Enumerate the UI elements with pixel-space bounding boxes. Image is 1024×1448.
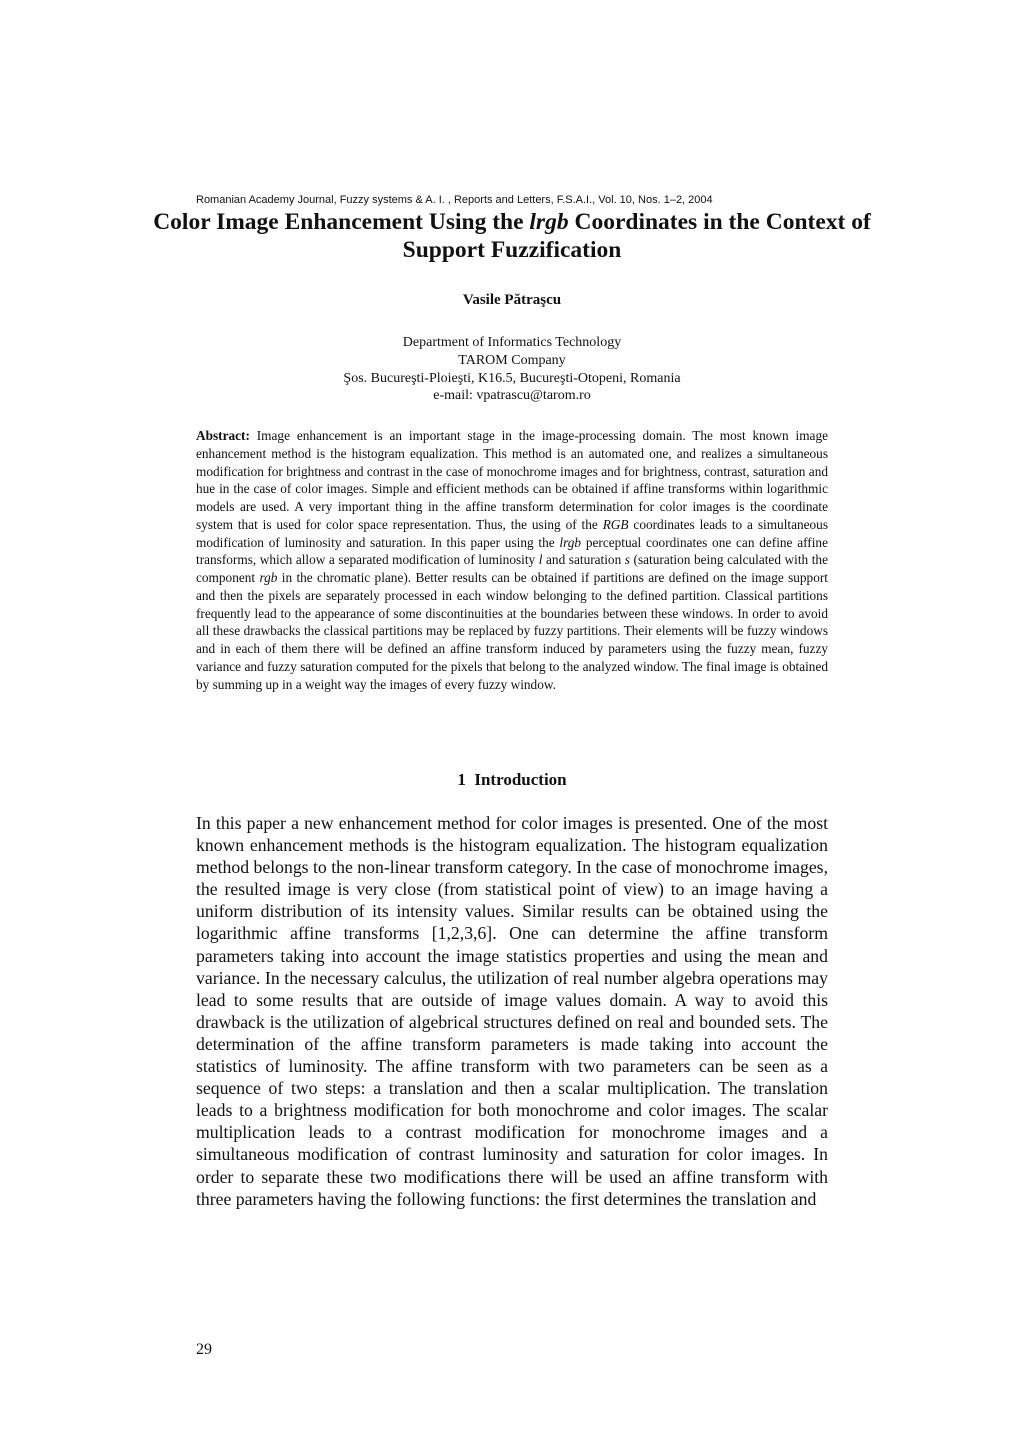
abstract xyxy=(196,427,828,693)
author-name: Vasile Pătraşcu xyxy=(462,292,562,308)
body-paragraph: In this paper a new enhancement method for color images is presented. One of the most known enhancement methods is the histogram equalization. The histogram equalization method belongs to the non-linear transform category. In the case of monochrome images, the resulted image is very close (from statistical point of view) to an image having a uniform distribution of its intensity values. Similar results can be obtained using the logarithmic affine transforms [1,2,3,6]. One can determine the affine transform parameters taking into account the image statistics properties and using the mean and variance. In the necessary calculus, the utilization of real number algebra operations may lead to some results that are outside of image values domain. A way to avoid this drawback is the utilization of algebrical structures defined on real and bounded sets. The determination of the affine transform parameters is made taking into account the statistics of luminosity. The affine transform with two parameters can be seen as a sequence of two steps: a translation and then a scalar multiplication. The translation leads to a brightness modification for both monochrome and color images. The scalar multiplication leads to a contrast modification for monochrome images and a simultaneous modification of contrast luminosity and saturation for color images. In order to separate these two modifications there will be used an affine transform with three parameters having the following functions: the first determines the translation and xyxy=(196,813,828,1209)
title-part2: Coordinates in the Context of Support Fuzzification xyxy=(402,209,871,263)
abstract-text: in the chromatic plane). Better results can be obtained if partitions are defined on the image support and then the pixels are separately processed in each window belonging to the defined partition. Classical partitions frequently lead to the appearance of some discontinuities at the boundaries between these windows. In order to avoid all these drawbacks the classical partitions may be replaced by fuzzy partitions. Their elements will be fuzzy windows and in each of them there will be defined an affine transform induced by parameters using the fuzzy mean, fuzzy variance and fuzzy saturation computed for the pixels that belong to the analyzed window. The final image is obtained by summing up in a weight way the images of every fuzzy window. xyxy=(196,570,828,692)
title-part1: Color Image Enhancement Using the xyxy=(153,209,530,235)
section-title: Introduction xyxy=(474,770,567,789)
section-number: 1 xyxy=(457,770,466,789)
affiliation-dept: Department of Informatics Technology xyxy=(402,335,622,350)
abstract-label: Abstract: xyxy=(196,428,250,443)
affiliation-address: Şos. Bucureşti-Ploieşti, K16.5, Bucureşti-Otopeni, Romania xyxy=(343,370,681,386)
page-number: 29 xyxy=(196,1341,212,1358)
affiliation-email: e-mail: vpatrascu@tarom.ro xyxy=(433,388,591,404)
abstract-text: (saturation being calculated with the component xyxy=(196,552,828,585)
abstract-italic: rgb xyxy=(259,570,278,585)
abstract-italic: lrgb xyxy=(559,534,582,550)
paper-title xyxy=(150,208,874,264)
section-heading xyxy=(150,770,874,790)
abstract-text: Image enhancement is an important stage in the image-processing domain. The most known image enhancement method is the histogram equalization. This method is an automated one, and realizes a simultaneous modification for brightness and contrast in the case of monochrome images and for brightness, contrast, saturation and hue in the case of color images. Simple and efficient methods can be obtained if affine transforms within logarithmic models are used. A very important thing in the affine transform determination for color images is the coordinate system that is used for color space representation. Thus, the using of the xyxy=(196,428,828,532)
abstract-italic: RGB xyxy=(602,516,629,532)
affiliation-company: TAROM Company xyxy=(458,352,566,368)
abstract-text: and saturation xyxy=(542,552,625,568)
affiliation xyxy=(150,334,874,405)
title-italic: lrgb xyxy=(529,209,569,235)
abstract-text: perceptual coordinates one can define affine transforms, which allow a separated modification of luminosity xyxy=(196,534,828,568)
abstract-italic: l xyxy=(538,552,543,568)
abstract-italic: s xyxy=(624,552,630,568)
journal-header: Romanian Academy Journal, Fuzzy systems & A. I. , Reports and Letters, F.S.A.I., Vol. 10, Nos. 1–2, 2004 xyxy=(196,194,713,206)
abstract-text: coordinates leads to a simultaneous modification of luminosity and saturation. In this paper using the xyxy=(196,516,828,550)
